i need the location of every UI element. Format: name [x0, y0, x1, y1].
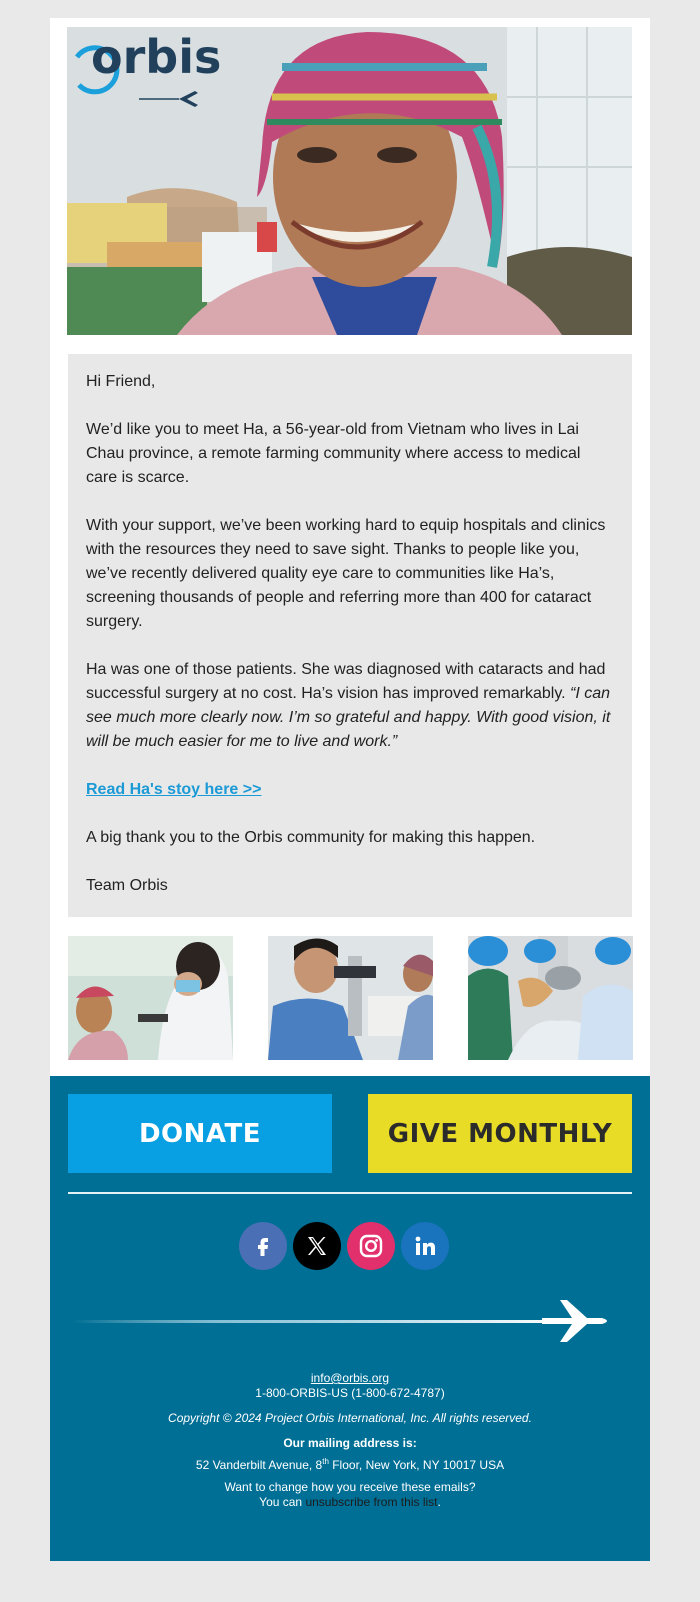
photo-eye-screening-image	[68, 936, 233, 1060]
instagram-icon[interactable]	[347, 1222, 395, 1270]
contact-email-line	[50, 1371, 650, 1386]
instagram-glyph	[358, 1233, 384, 1259]
paragraph-intro: We’d like you to meet Ha, a 56-year-old from Vietnam who lives in Lai Chau province, a remote farming community where access to medical care is scarce.	[86, 421, 581, 486]
email-link[interactable]: info@orbis.org	[310, 1371, 390, 1385]
footer-divider	[68, 1192, 632, 1194]
photo-eye-screening	[68, 936, 233, 1060]
donate-button[interactable]: DONATE	[68, 1094, 332, 1173]
phone-number: 1-800-ORBIS-US (1-800-672-4787)	[255, 1386, 445, 1400]
plane-trail-graphic	[72, 1298, 632, 1348]
photo-slit-lamp-image	[268, 936, 433, 1060]
x-glyph	[305, 1234, 329, 1258]
facebook-glyph	[251, 1234, 275, 1258]
copyright: Copyright © 2024 Project Orbis International, Inc. All rights reserved.	[168, 1411, 532, 1425]
photo-surgery-image	[468, 936, 633, 1060]
story-lead: Ha was one of those patients. She was diagnosed with cataracts and had successful surgery at no cost. Ha’s vision has improved remarkably.	[86, 661, 606, 702]
address-superscript: th	[322, 1457, 329, 1466]
logo-text: orbis	[91, 30, 222, 84]
mailing-heading: Our mailing address is:	[283, 1436, 417, 1450]
patient-quote: “I can see much more clearly now. I’m so grateful and happy. With good vision, it will be much easier for me to live and work.”	[86, 685, 611, 750]
email-container	[50, 18, 650, 1561]
paragraph-story	[86, 658, 614, 754]
hero-image	[67, 27, 632, 335]
paragraph-support: With your support, we’ve been working hard to equip hospitals and clinics with the resources they need to save sight. Thanks to people like you, we’ve recently delivered quality eye care to communities like Ha’s, screening thousands of people and referring more than 400 for cataract surgery.	[86, 517, 606, 630]
address-part-1: 52 Vanderbilt Avenue, 8	[195, 1458, 323, 1472]
give-monthly-button[interactable]: GIVE MONTHLY	[368, 1094, 632, 1173]
greeting: Hi Friend,	[86, 373, 156, 390]
read-more-wrap	[86, 778, 614, 802]
you-can-text: You can	[259, 1495, 306, 1509]
unsubscribe-link[interactable]: unsubscribe from this list	[305, 1495, 438, 1509]
photo-cataract-surgery	[468, 936, 633, 1060]
read-story-link[interactable]: Read Ha's stoy here >>	[86, 781, 262, 798]
photo-slit-lamp-exam	[268, 936, 433, 1060]
orbis-logo	[67, 27, 222, 105]
preferences-text: Want to change how you receive these emails?	[224, 1480, 476, 1494]
x-twitter-icon[interactable]	[293, 1222, 341, 1270]
linkedin-glyph	[413, 1234, 437, 1258]
address-part-2: Floor, New York, NY 10017 USA	[328, 1458, 505, 1472]
facebook-icon[interactable]	[239, 1222, 287, 1270]
plane-icon	[542, 1300, 607, 1342]
linkedin-icon[interactable]	[401, 1222, 449, 1270]
mailing-address	[50, 1454, 650, 1473]
letter-body	[68, 354, 632, 917]
footer	[50, 1076, 650, 1561]
unsubscribe-period: .	[437, 1495, 441, 1509]
signature: Team Orbis	[86, 877, 168, 894]
unsubscribe-line	[50, 1495, 650, 1510]
thank-you-line: A big thank you to the Orbis community for making this happen.	[86, 829, 536, 846]
